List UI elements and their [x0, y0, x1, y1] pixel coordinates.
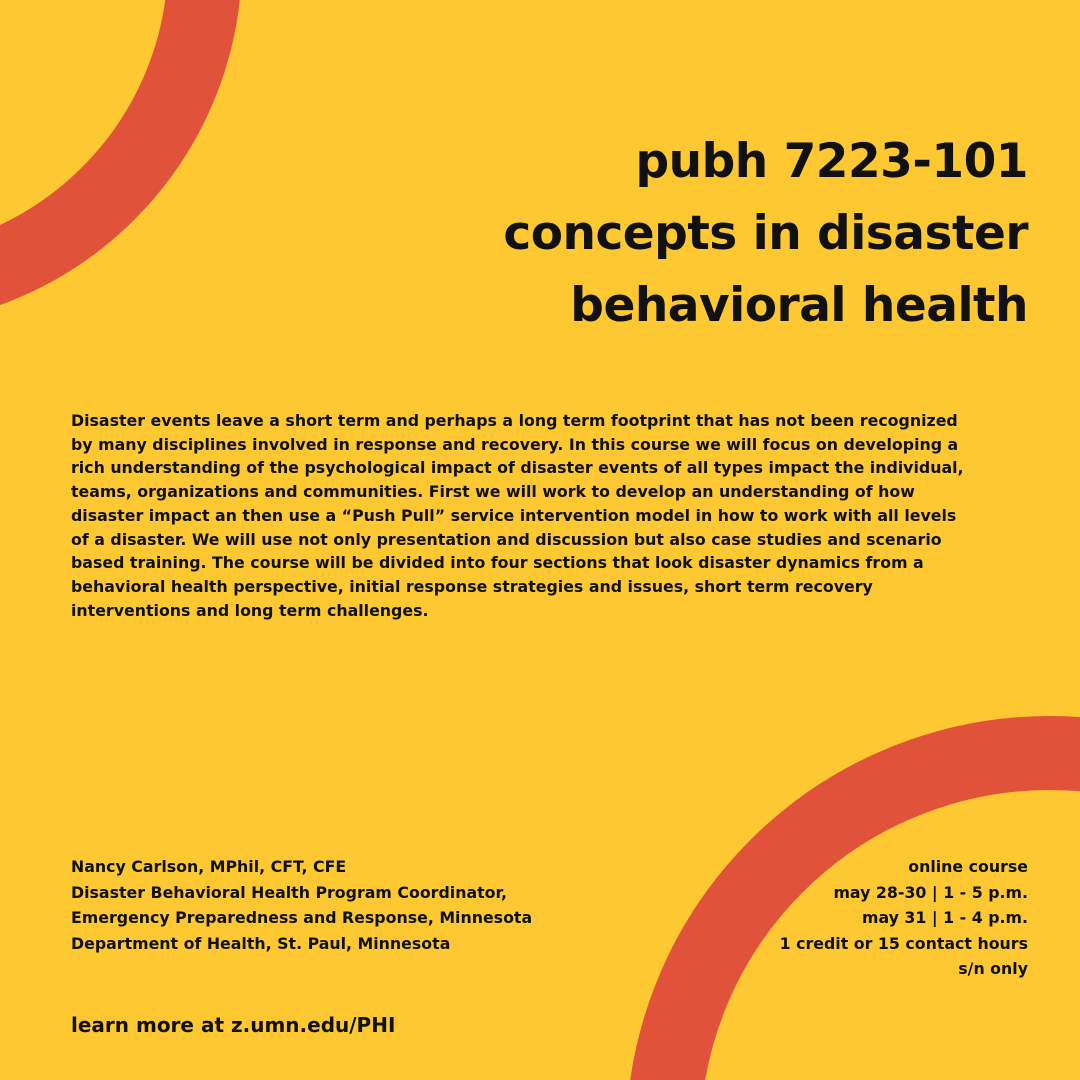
- course-title-line: behavioral health: [570, 278, 1028, 333]
- course-details: [780, 854, 1028, 982]
- course-title-line: pubh 7223-101: [635, 134, 1028, 189]
- instructor-org: Emergency Preparedness and Response, Minnesota: [71, 908, 533, 927]
- instructor-name: Nancy Carlson, MPhil, CFT, CFE: [71, 857, 347, 876]
- learn-more-link[interactable]: learn more at z.umn.edu/PHI: [71, 1013, 396, 1037]
- instructor-info: [71, 854, 532, 956]
- course-title-line: concepts in disaster: [503, 206, 1028, 261]
- instructor-location: Department of Health, St. Paul, Minnesota: [71, 933, 451, 953]
- course-description: Disaster events leave a short term and perhaps a long term footprint that has not been recognized by many disciplines involved in response and recovery. In this course we will focus on developing a rich understanding of the psychological impact of disaster events of all types impact the individual, teams, organizations and communities. First we will work to develop an understanding of how disaster impact an then use a “Push Pull” service intervention model in how to work with all levels of a disaster. We will use not only presentation and discussion but also case studies and scenario based training. The course will be divided into four sections that look disaster dynamics from a behavioral health perspective, initial response strategies and issues, short term recovery interventions and long term challenges.: [71, 411, 964, 620]
- course-schedule-2: may 31 | 1 - 4 p.m.: [862, 908, 1028, 927]
- course-credits: 1 credit or 15 contact hours: [779, 933, 1028, 953]
- course-schedule-1: may 28-30 | 1 - 5 p.m.: [833, 882, 1028, 902]
- instructor-role: Disaster Behavioral Health Program Coordinator,: [71, 882, 507, 902]
- course-title: [503, 126, 1028, 342]
- course-grading: s/n only: [958, 959, 1028, 978]
- course-format: online course: [908, 857, 1028, 876]
- top-left-arc: [0, 0, 205, 290]
